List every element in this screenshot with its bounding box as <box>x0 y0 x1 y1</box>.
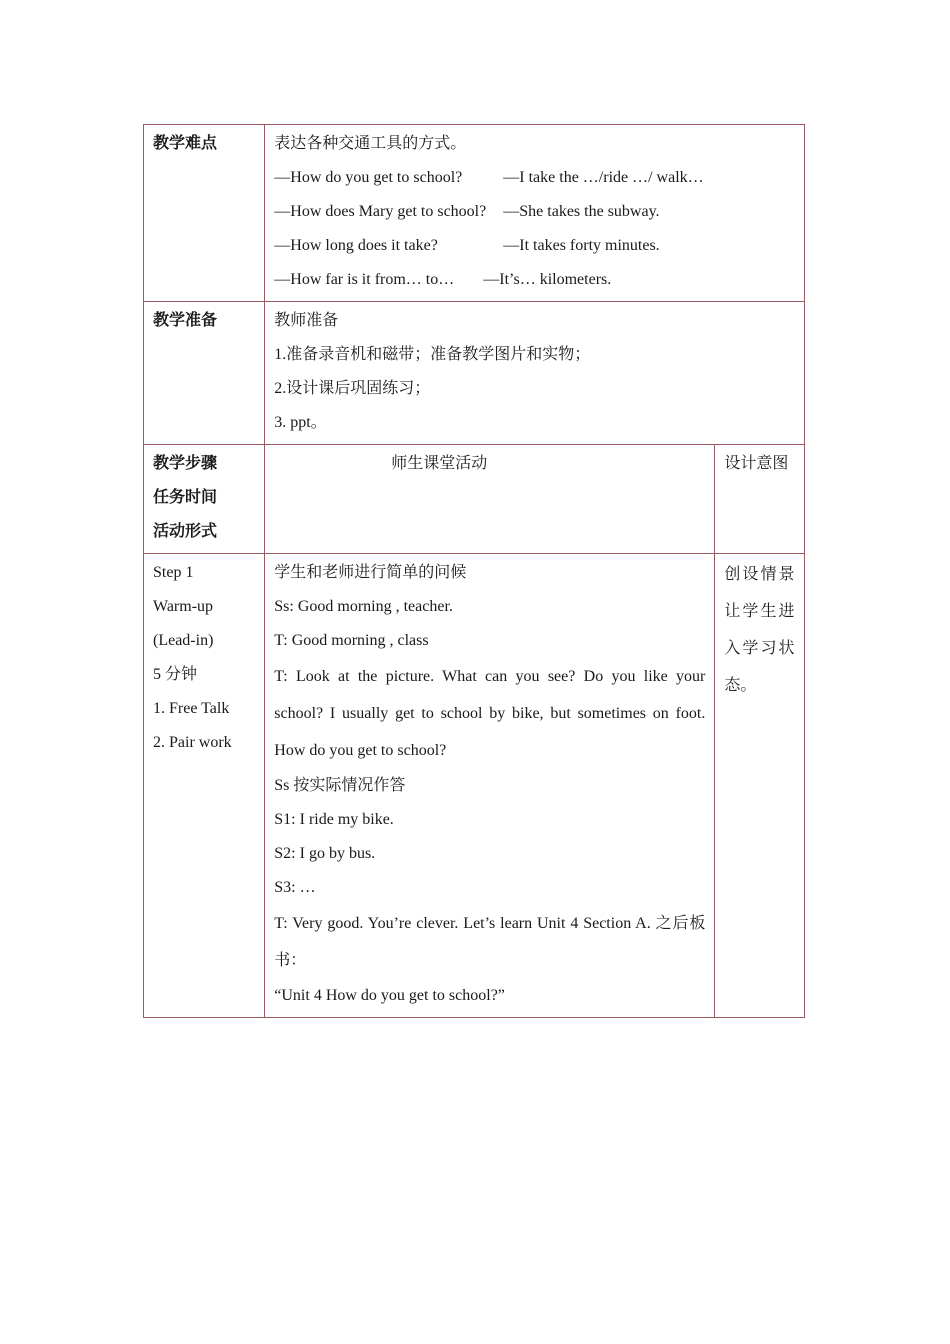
dialogue-line <box>274 161 795 195</box>
purpose-line: 创设情景 <box>724 566 795 583</box>
activity-line: Ss: Good morning , teacher. <box>274 598 453 615</box>
row-teaching-difficulty <box>144 125 805 302</box>
step1-info-line: 2. Pair work <box>153 734 232 751</box>
activity-line: S2: I go by bus. <box>274 845 376 862</box>
row-steps-header <box>144 445 805 554</box>
activity-line: S1: I ride my bike. <box>274 811 394 828</box>
dialogue-answer: —It takes forty minutes. <box>503 237 660 254</box>
dialogue-line <box>274 229 795 263</box>
row-step-1 <box>144 554 805 1018</box>
label-teaching-difficulty: 教学难点 <box>144 125 265 302</box>
preparation-content <box>265 302 805 445</box>
step1-info-line: 1. Free Talk <box>153 700 230 717</box>
activity-line: T: Good morning , class <box>274 632 429 649</box>
dialogue-answer: —She takes the subway. <box>503 203 660 220</box>
step1-info-line: Warm-up <box>153 598 214 615</box>
step1-purpose <box>715 554 805 1018</box>
activity-paragraph: T: Look at the picture. What can you see? Do you like your school? I usually get to school by bike, but sometimes on foot. How do you get to school? <box>274 668 706 759</box>
header-label-line: 活动形式 <box>153 523 218 540</box>
difficulty-content <box>265 125 805 302</box>
activity-line: Ss 按实际情况作答 <box>274 777 406 794</box>
dialogue-line <box>274 195 795 229</box>
purpose-line: 入学习状 <box>724 640 795 657</box>
dialogue-question: —How does Mary get to school? <box>274 203 487 220</box>
preparation-line: 1.准备录音机和磁带；准备教学图片和实物； <box>274 346 591 363</box>
dialogue-line <box>274 263 795 297</box>
activity-paragraph: T: Very good. You’re clever. Let’s learn Unit 4 Section A. 之后板书： <box>274 915 706 969</box>
activity-header-text: 师生课堂活动 <box>391 455 488 472</box>
activity-line: 学生和老师进行简单的问候 <box>274 564 467 581</box>
header-label-line: 任务时间 <box>153 489 218 506</box>
dialogue-question: —How do you get to school? <box>274 169 463 186</box>
dialogue-question: —How far is it from… to… <box>274 271 455 288</box>
activity-line: S3: … <box>274 879 316 896</box>
row-teaching-preparation <box>144 302 805 445</box>
lesson-plan-table <box>143 124 805 1018</box>
preparation-line: 教师准备 <box>274 312 339 329</box>
difficulty-intro: 表达各种交通工具的方式。 <box>274 135 467 152</box>
step1-info-line: (Lead-in) <box>153 632 214 649</box>
activity-line: “Unit 4 How do you get to school?” <box>274 987 505 1004</box>
step1-activity <box>265 554 715 1018</box>
preparation-line: 2.设计课后巩固练习； <box>274 380 431 397</box>
steps-header-label <box>144 445 265 554</box>
label-teaching-preparation: 教学准备 <box>144 302 265 445</box>
preparation-line: 3. ppt。 <box>274 414 327 431</box>
dialogue-answer: —I take the …/ride …/ walk… <box>503 169 704 186</box>
activity-header <box>265 445 715 554</box>
header-label-line: 教学步骤 <box>153 455 218 472</box>
step1-info <box>144 554 265 1018</box>
purpose-line: 让学生进 <box>724 603 795 620</box>
dialogue-question: —How long does it take? <box>274 237 438 254</box>
dialogue-answer: —It’s… kilometers. <box>483 271 612 288</box>
step1-info-line: Step 1 <box>153 564 194 581</box>
purpose-header: 设计意图 <box>715 445 805 554</box>
step1-info-line: 5 分钟 <box>153 666 198 683</box>
purpose-line: 态。 <box>724 677 757 694</box>
